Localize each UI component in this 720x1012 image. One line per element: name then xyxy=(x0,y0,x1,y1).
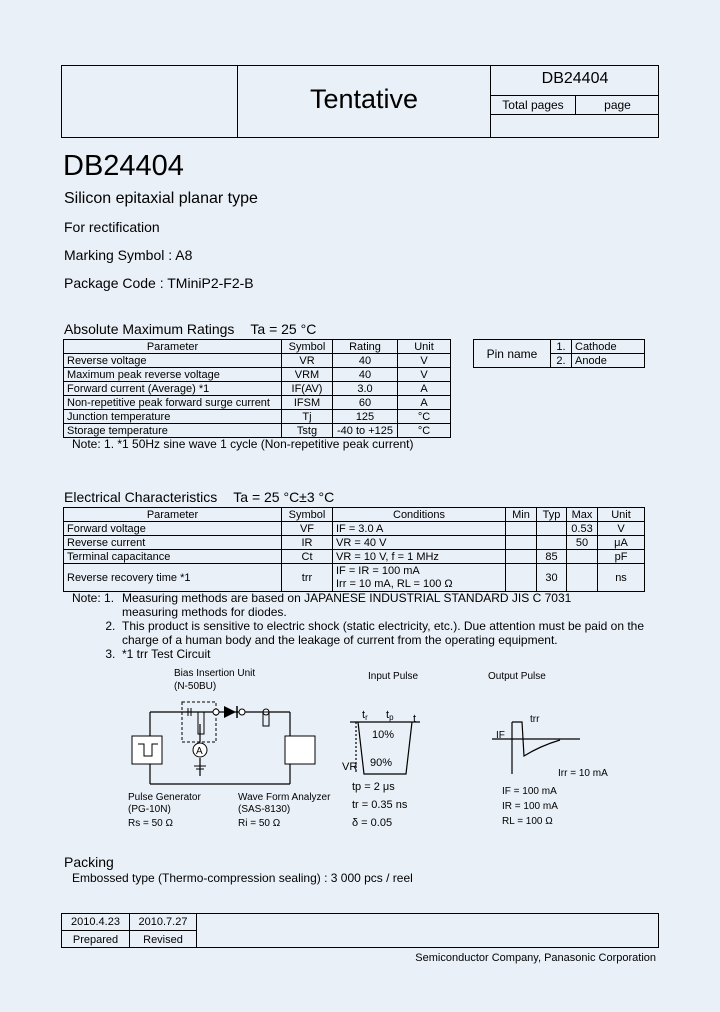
input-pulse-label: Input Pulse xyxy=(368,671,419,682)
if-value: IF = 100 mA xyxy=(502,786,557,797)
bias-insertion-box xyxy=(182,702,216,742)
table-cell xyxy=(506,550,537,564)
table-cell xyxy=(506,564,537,592)
column-header: Max xyxy=(567,508,598,522)
ir-value: IR = 100 mA xyxy=(502,801,558,812)
revised-date: 2010.7.27 xyxy=(138,916,188,928)
diode-icon xyxy=(224,706,236,718)
column-header: Rating xyxy=(333,340,398,354)
table-cell: Forward current (Average) *1 xyxy=(64,382,282,396)
rl-value: RL = 100 Ω xyxy=(502,816,553,827)
table-cell: Tj xyxy=(282,410,333,424)
prepared-label: Prepared xyxy=(72,934,119,946)
tr-marker: tr xyxy=(362,709,368,722)
table-row xyxy=(64,424,451,438)
table-cell: Tstg xyxy=(282,424,333,438)
package-code: Package Code : TMiniP2-F2-B xyxy=(64,275,254,291)
table-cell: VRM xyxy=(282,368,333,382)
table-cell: IF(AV) xyxy=(282,382,333,396)
table-cell: V xyxy=(398,368,451,382)
pin-function: Cathode xyxy=(572,340,645,354)
abs-max-table xyxy=(63,339,451,438)
table-cell: 60 xyxy=(333,396,398,410)
ammeter-symbol: A xyxy=(196,746,203,757)
table-cell: Forward voltage xyxy=(64,522,282,536)
pin-number: 1. xyxy=(551,340,572,354)
trr-test-circuit xyxy=(120,664,640,839)
tp-value: tp = 2 μs xyxy=(352,781,395,793)
column-header: Unit xyxy=(398,340,451,354)
table-cell: 40 xyxy=(333,354,398,368)
irr-value: Irr = 10 mA xyxy=(558,768,608,779)
pulse-generator-box xyxy=(132,736,162,764)
table-row xyxy=(64,382,451,396)
table-cell: Reverse recovery time *1 xyxy=(64,564,282,592)
column-header: Unit xyxy=(598,508,645,522)
abs-max-note: Note: 1. *1 50Hz sine wave 1 cycle (Non-repetitive peak current) xyxy=(72,437,414,451)
table-cell: 30 xyxy=(537,564,567,592)
pin-number: 2. xyxy=(551,354,572,368)
table-cell: 0.53 xyxy=(567,522,598,536)
column-header: Symbol xyxy=(282,340,333,354)
table-cell: pF xyxy=(598,550,645,564)
pulse-gen-label: Pulse Generator xyxy=(128,792,201,803)
table-cell: A xyxy=(398,396,451,410)
elec-table xyxy=(63,507,645,592)
table-cell: Reverse current xyxy=(64,536,282,550)
pin-function: Anode xyxy=(572,354,645,368)
page-label: page xyxy=(604,98,631,112)
pct10-label: 10% xyxy=(372,729,395,741)
table-cell: 125 xyxy=(333,410,398,424)
pulse-gen-model: (PG-10N) xyxy=(128,804,171,815)
table-cell: Storage temperature xyxy=(64,424,282,438)
company-name: Semiconductor Company, Panasonic Corporation xyxy=(415,952,656,964)
table-cell: trr xyxy=(282,564,333,592)
resistor xyxy=(198,712,204,734)
table-cell: IF = IR = 100 mA Irr = 10 mA, RL = 100 Ω xyxy=(333,564,506,592)
table-cell: VR xyxy=(282,354,333,368)
if-axis-label: IF xyxy=(496,730,505,741)
product-title: DB24404 xyxy=(63,150,184,182)
bias-unit-label: Bias Insertion Unit xyxy=(174,668,256,679)
table-cell: IR xyxy=(282,536,333,550)
trr-marker: trr xyxy=(530,714,540,725)
table-cell xyxy=(537,536,567,550)
table-cell xyxy=(537,522,567,536)
tr-value: tr = 0.35 ns xyxy=(352,799,408,811)
pct90-label: 90% xyxy=(370,757,393,769)
table-cell: A xyxy=(398,382,451,396)
analyzer-ri: Ri = 50 Ω xyxy=(238,818,281,829)
table-row xyxy=(64,368,451,382)
output-pulse-label: Output Pulse xyxy=(488,671,546,682)
t-axis-label: t xyxy=(413,713,417,725)
delta-value: δ = 0.05 xyxy=(352,817,393,829)
header-part-number: DB24404 xyxy=(541,70,609,87)
footer-divider xyxy=(61,930,197,931)
table-cell xyxy=(567,564,598,592)
table-cell: VR = 10 V, f = 1 MHz xyxy=(333,550,506,564)
table-cell: μA xyxy=(598,536,645,550)
elec-heading: Electrical Characteristics Ta = 25 °C±3 °C xyxy=(64,489,335,505)
analyzer-model: (SAS-8130) xyxy=(238,804,291,815)
table-row xyxy=(64,410,451,424)
table-cell xyxy=(567,550,598,564)
output-pulse-waveform xyxy=(492,722,580,774)
column-header: Min xyxy=(506,508,537,522)
table-row xyxy=(64,396,451,410)
packing-text: Embossed type (Thermo-compression sealing) : 3 000 pcs / reel xyxy=(72,871,413,885)
wave-analyzer-box xyxy=(285,736,315,764)
table-cell: Reverse voltage xyxy=(64,354,282,368)
packing-heading: Packing xyxy=(64,854,114,870)
table-row xyxy=(64,522,645,536)
table-cell xyxy=(506,522,537,536)
table-cell: 3.0 xyxy=(333,382,398,396)
prepared-date: 2010.4.23 xyxy=(71,916,120,928)
table-cell: °C xyxy=(398,424,451,438)
abs-max-heading: Absolute Maximum Ratings Ta = 25 °C xyxy=(64,321,317,337)
table-cell: Terminal capacitance xyxy=(64,550,282,564)
table-row xyxy=(64,564,645,592)
elec-notes: Note: 1. Measuring methods are based on JAPANESE INDUSTRIAL STANDARD JIS C 7031 measuring methods for diodes. 2. This product is sensitive to electric shock (static electricity, etc.). Due attention must be paid on the charge of a human body and the leakage of current from the operating equipment. 3. *1 trr Test Circuit xyxy=(72,591,645,661)
table-row xyxy=(64,550,645,564)
table-cell: IFSM xyxy=(282,396,333,410)
table-cell: V xyxy=(598,522,645,536)
table-row xyxy=(64,354,451,368)
application: For rectification xyxy=(64,219,160,235)
analyzer-label: Wave Form Analyzer xyxy=(238,792,331,803)
table-cell: Junction temperature xyxy=(64,410,282,424)
tp-marker: tp xyxy=(386,709,394,722)
bias-unit-model: (N-50BU) xyxy=(174,681,217,692)
product-subtitle: Silicon epitaxial planar type xyxy=(64,190,258,207)
pin-name-table xyxy=(473,339,645,368)
column-header: Parameter xyxy=(64,508,282,522)
marking-symbol: Marking Symbol : A8 xyxy=(64,247,193,263)
table-cell xyxy=(506,536,537,550)
column-header: Typ xyxy=(537,508,567,522)
table-cell: Ct xyxy=(282,550,333,564)
column-header: Conditions xyxy=(333,508,506,522)
table-cell: VF xyxy=(282,522,333,536)
header-divider xyxy=(491,114,659,115)
table-row xyxy=(64,536,645,550)
table-cell: ns xyxy=(598,564,645,592)
table-cell: 85 xyxy=(537,550,567,564)
table-cell: -40 to +125 xyxy=(333,424,398,438)
table-cell: °C xyxy=(398,410,451,424)
table-cell: Non-repetitive peak forward surge current xyxy=(64,396,282,410)
table-cell: Maximum peak reverse voltage xyxy=(64,368,282,382)
table-cell: V xyxy=(398,354,451,368)
pulse-gen-rs: Rs = 50 Ω xyxy=(128,818,173,829)
table-cell: 40 xyxy=(333,368,398,382)
document-status: Tentative xyxy=(309,84,419,114)
table-cell: IF = 3.0 A xyxy=(333,522,506,536)
pin-name-label: Pin name xyxy=(474,340,551,368)
column-header: Parameter xyxy=(64,340,282,354)
column-header: Symbol xyxy=(282,508,333,522)
table-cell: VR = 40 V xyxy=(333,536,506,550)
vr-label: VR xyxy=(342,761,358,773)
total-pages-label: Total pages xyxy=(502,98,564,112)
revised-label: Revised xyxy=(143,934,183,946)
table-cell: 50 xyxy=(567,536,598,550)
